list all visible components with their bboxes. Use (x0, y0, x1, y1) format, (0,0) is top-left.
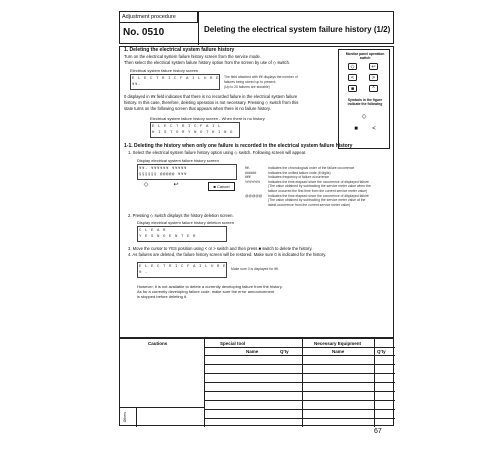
necessary-equipment-label: Necessary Equipment (314, 341, 362, 346)
lcd-row: C L E A R (139, 229, 167, 233)
diamond-switch-icon: ◇ (143, 182, 149, 188)
legend-key: ¥¥- (245, 166, 250, 170)
lcd-row: E L E C T R I C F A I L U R E (139, 265, 227, 269)
step-1: 1. Select the electrical system failure history option using ◇ switch. Following screen will appear. (128, 150, 307, 155)
lcd-failure-screen (130, 74, 220, 90)
lcd-no-history-screen (150, 122, 240, 138)
section1-para3: state turns on the following screen that appears when there is no failure history. (124, 106, 271, 111)
procedure-number: No. 0510 (123, 27, 165, 38)
right-switch-icon: > (369, 74, 378, 81)
special-tool-label: Special tool (220, 341, 246, 346)
section11-heading: 1-1. Deleting the history when only one failure is recorded in the electrical system failure history (124, 143, 353, 149)
legend-key: %%%%% (245, 179, 261, 184)
square-symbol-icon: ■ (354, 126, 358, 132)
page-title: Deleting the electrical system failure history (1/2) (204, 25, 391, 34)
legend-text: Indicates the time elapsed since the occurrence of displayed failure (268, 193, 369, 198)
left-symbol-icon: < (372, 126, 376, 132)
procedure-label: Adjustment procedure (120, 12, 198, 23)
note-line: failures being stored up to present. (224, 80, 277, 84)
header-divider (198, 12, 199, 45)
lcd-row: E L E C T R I C F A I L U R E (132, 77, 220, 81)
name-header: Name (332, 349, 345, 354)
qty-header: Q'ty (280, 349, 289, 354)
lcd-row: E L E C T R I C F A I L (152, 125, 222, 129)
left-switch-icon: < (348, 74, 357, 81)
lcd-row: §§§§§§ @@@@@ ¥¥¥ (139, 173, 188, 177)
however-line: As for a currently developing failure code, make sure the error announcement (137, 289, 275, 294)
square-switch-icon: ■ (348, 85, 357, 92)
lcd-row: ¥¥- ¥¥¥¥¥¥ ¥¥¥¥¥ (139, 167, 188, 171)
section1-line2: Then select the electrical system failure history option from the screen by use of ◇ switch. (124, 60, 291, 65)
symbols-label: Symbols in the figure indicate the following (347, 98, 383, 106)
make-sure-note: Make sure 0 is displayed for ¥¥. (231, 267, 279, 271)
screen4-label: Display electrical system failure history deletion screen (137, 220, 234, 225)
lcd-history-screen (137, 164, 237, 180)
lcd-row: H I S T O R Y N O T H I N G (152, 131, 234, 135)
legend-text: latest occurrence from the current service meter value) (268, 202, 351, 207)
note-line: (Up to 20 failures are storable) (224, 85, 270, 89)
section1-line1: Turn on the electrical system failure history screen from the service mode. (124, 54, 261, 59)
lcd-row: Y E S N O E N T E R (139, 235, 197, 239)
up-switch-icon: ^ (369, 85, 378, 92)
legend-text: (The value obtained by subtracting the service meter value when the (268, 184, 371, 189)
legend-text: failure occurred the first time from the current service meter value) (268, 189, 368, 193)
legend-key: ###### (245, 170, 257, 175)
step-3: 3. Move the cursor to YES position using < or > switch and then press ■ switch to delete the history. (128, 246, 313, 251)
legend-text: Indicates frequency of failure occurrence (268, 175, 330, 180)
section1-para1: 0 displayed in ¥¥ field indicates that there is no recorded failure in the electrical system failure (124, 94, 298, 99)
back-switch-icon: ↩ (173, 182, 179, 188)
cautions-label: Cautions (148, 341, 168, 346)
diamond-symbol-icon: ◇ (361, 114, 367, 120)
lcd-row: ¥¥- (132, 83, 142, 87)
step-2: 2. Pressing ◇ switch displays the history deletion screen. (128, 213, 234, 218)
screen3-label: Display electrical system failure history screen (137, 158, 219, 163)
lcd-row: 0 - (139, 271, 149, 275)
however-line: However, it is not available to delete a currently developing failure from the history. (137, 284, 283, 289)
qty-header: Q'ty (377, 349, 386, 354)
switch-legend-box (338, 49, 390, 149)
legend-key: ¥¥¥ (245, 175, 251, 180)
section1-para2: history. In this case, therefore, deleting operation is not necessary. Pressing ◇ switch from this (124, 100, 299, 105)
screen2-label: Electrical system failure history screen - When there is no history (150, 116, 265, 121)
name-header: Name (246, 349, 259, 354)
legend-text: Indicates the time elapsed since the occurrence of displayed failure (268, 179, 369, 184)
cancel-button: ■ Cancel (208, 182, 235, 191)
section1-heading: 1. Deleting the electrical system failure history (124, 47, 235, 53)
diamond-switch-icon: ◇ (348, 63, 357, 70)
however-line: is stopped before deleting it. (137, 294, 188, 299)
header-box (119, 11, 394, 44)
legend-text: Indicates the unified failure code (6 digits) (268, 170, 331, 175)
back-switch-icon: ↩ (369, 63, 378, 70)
lcd-restored-screen (137, 262, 227, 278)
legend-text: (The value obtained by subtracting the service meter value at the (268, 198, 366, 203)
screen1-label: Electrical system failure history screen (130, 68, 199, 73)
page-number: 67 (374, 428, 382, 435)
lcd-clear-screen (137, 226, 227, 242)
sidebox-title: Monitor panel operation switch (345, 52, 385, 60)
legend-text: Indicates the chronological order of the failure occurrence (268, 166, 355, 170)
note-line: The field attached with ¥¥ displays the number of (224, 75, 298, 79)
cautions-table (119, 338, 394, 426)
step-4: 4. As failures are deleted, the failure history screen will be restored. Make sure 0 is indicated for the history. (128, 252, 327, 257)
others-label: Others (123, 412, 127, 423)
legend-key: @@@@@ (245, 193, 263, 198)
